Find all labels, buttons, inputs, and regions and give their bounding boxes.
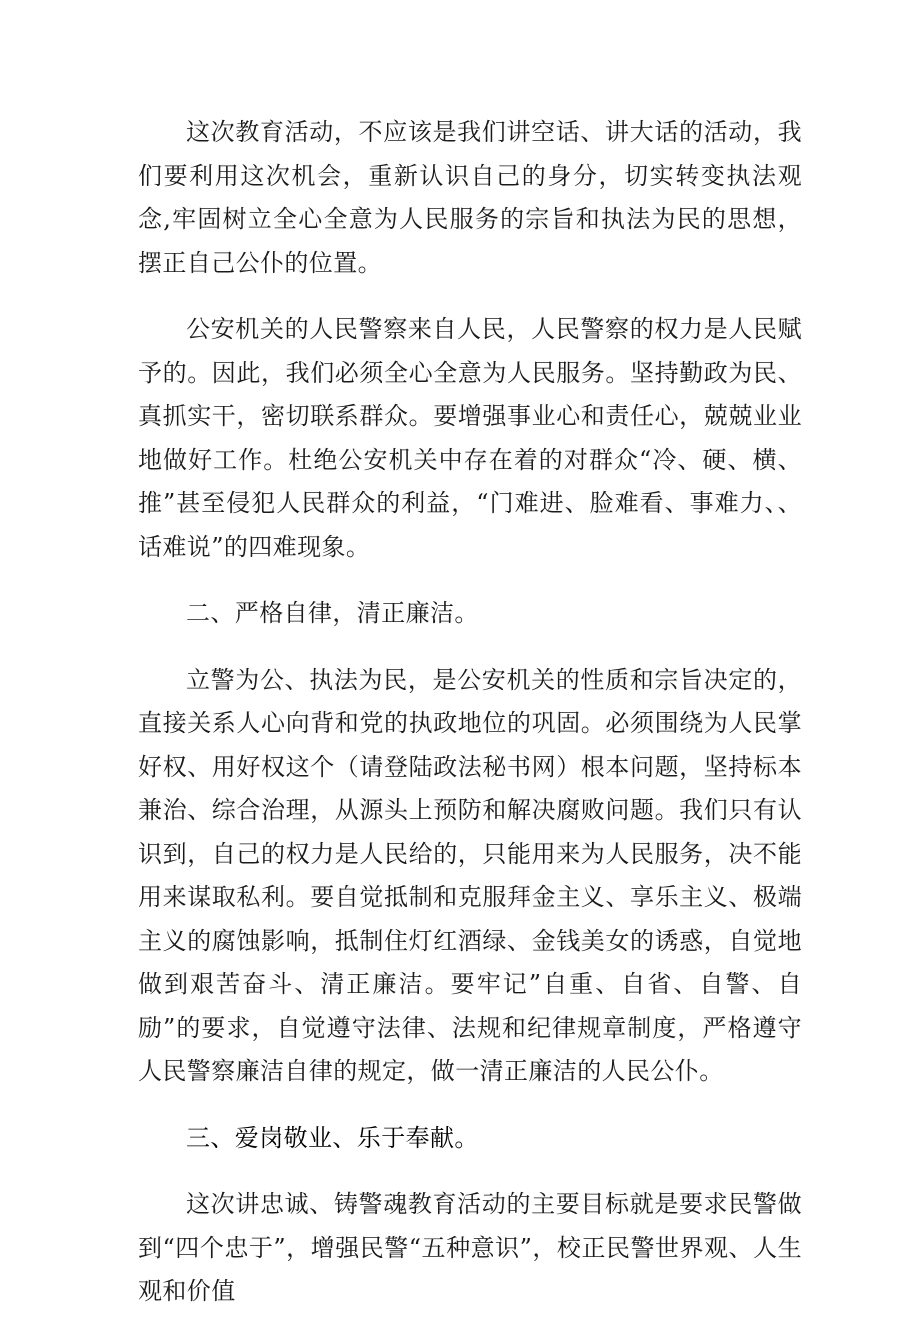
section-heading-self-discipline: 二、严格自律，清正廉洁。 xyxy=(186,599,479,627)
document-page xyxy=(138,111,802,1337)
paragraph-education-activity: 这次教育活动，不应该是我们讲空话、讲大话的活动，我们要利用这次机会，重新认识自己的身分，切实转变执法观念,牢固树立全心全意为人民服务的宗旨和执法为民的思想，摆正自己公仆的位置。 xyxy=(138,118,802,277)
paragraph-serve-people: 公安机关的人民警察来自人民，人民警察的权力是人民赋予的。因此，我们必须全心全意为人民服务。坚持勤政为民、真抓实干，密切联系群众。要增强事业心和责任心，兢兢业业地做好工作。杜绝公安机关中存在着的对群众“冷、硬、横、推”甚至侵犯人民群众的利益，“门难进、脸难看、事难力、、话难说”的四难现象。 xyxy=(138,315,802,561)
paragraph-loyalty: 这次讲忠诚、铸警魂教育活动的主要目标就是要求民警做到“四个忠于”，增强民警“五种意识”，校正民警世界观、人生观和价值 xyxy=(138,1190,802,1305)
paragraph-integrity: 立警为公、执法为民，是公安机关的性质和宗旨决定的，直接关系人心向背和党的执政地位的巩固。必须围绕为人民掌好权、用好权这个（请登陆政法秘书网）根本问题，坚持标本兼治、综合治理，从源头上预防和解决腐败问题。我们只有认识到，自己的权力是人民给的，只能用来为人民服务，决不能用来谋取私利。要自觉抵制和克服拜金主义、享乐主义、极端主义的腐蚀影响，抵制住灯红酒绿、金钱美女的诱惑，自觉地做到艰苦奋斗、清正廉洁。要牢记”自重、自省、自警、自励”的要求，自觉遵守法律、法规和纪律规章制度，严格遵守人民警察廉洁自律的规定，做一清正廉洁的人民公仆。 xyxy=(138,665,802,1085)
section-heading-dedication: 三、爱岗敬业、乐于奉献。 xyxy=(186,1123,479,1152)
